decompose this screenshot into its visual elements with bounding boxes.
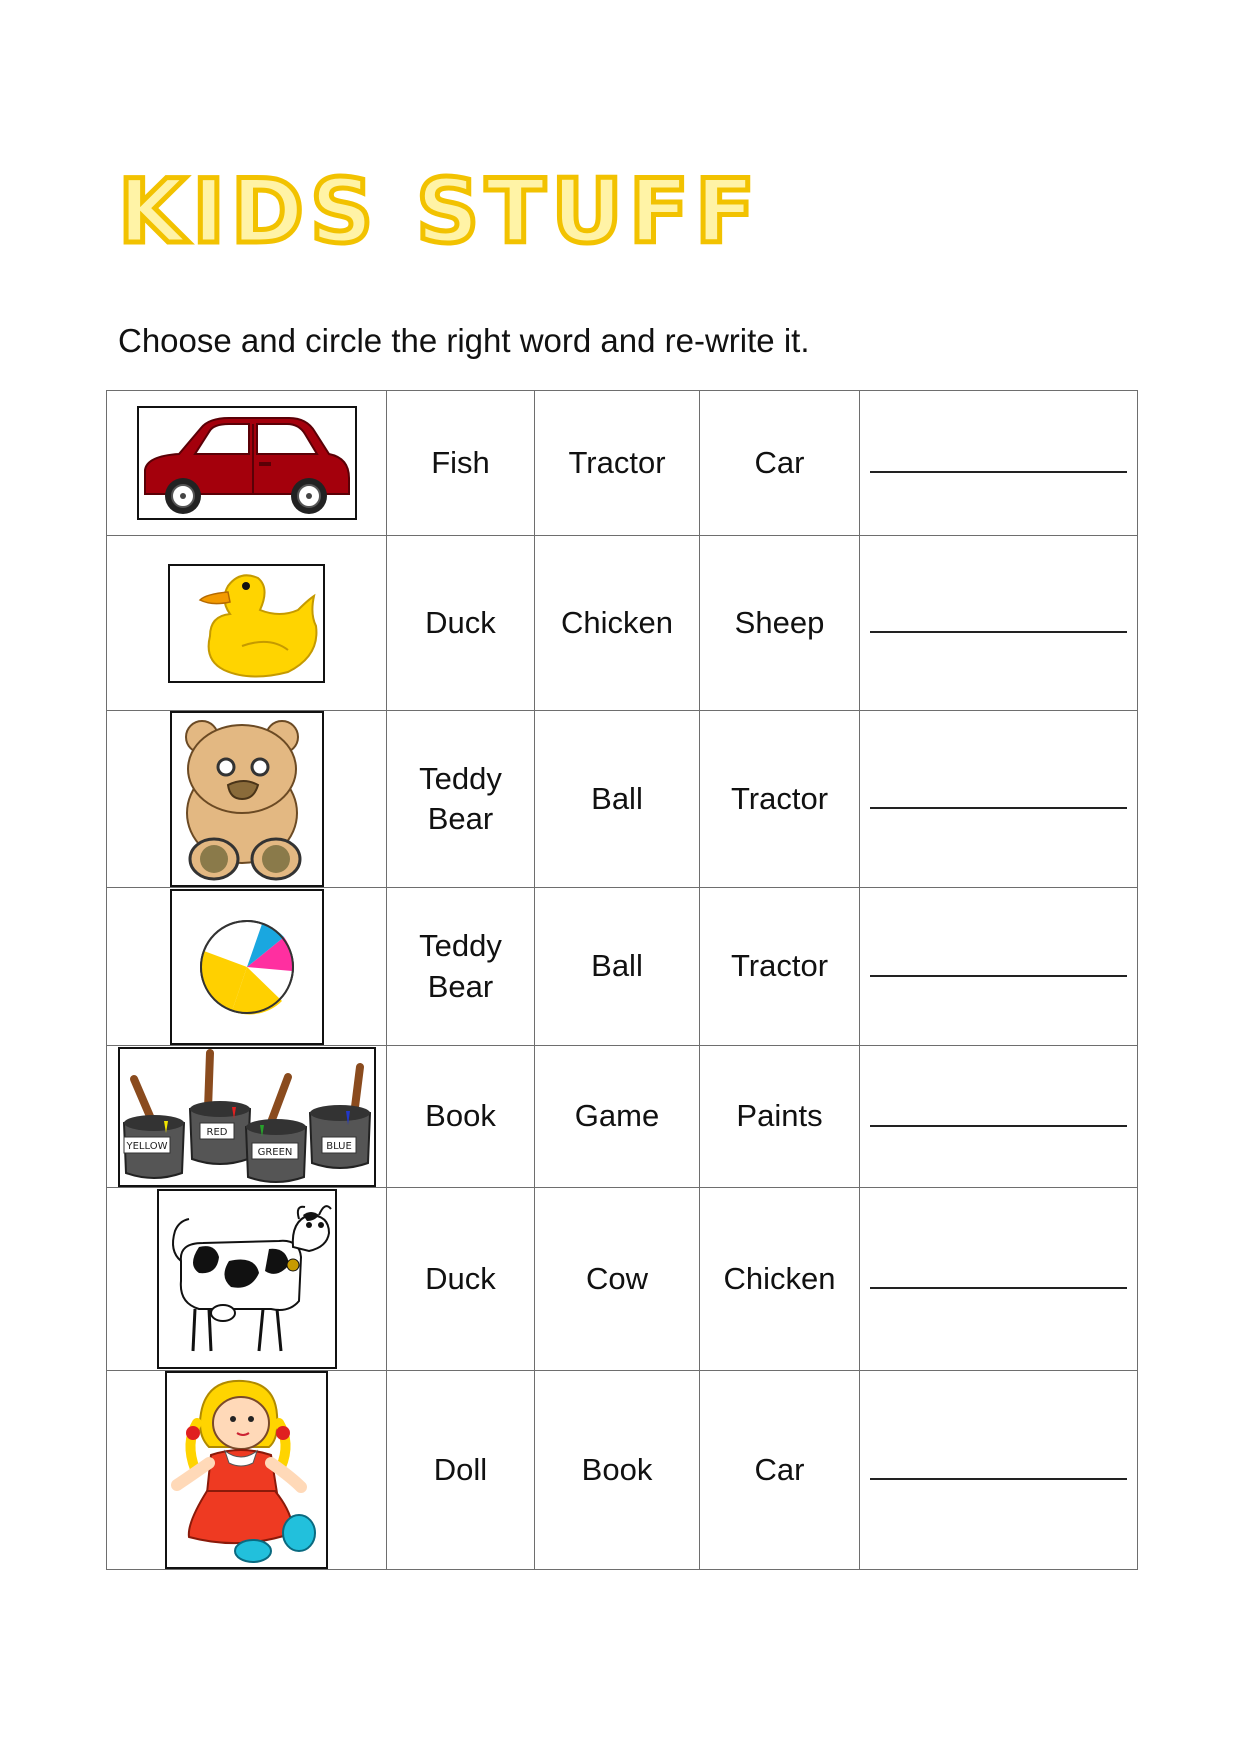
table-row <box>107 1188 1138 1371</box>
answer-line-cell[interactable] <box>860 536 1138 711</box>
answer-line[interactable] <box>870 807 1127 809</box>
picture-cell <box>107 1371 387 1570</box>
table-row <box>107 711 1138 888</box>
word-option[interactable]: Tractor <box>535 391 700 536</box>
word-option[interactable]: Game <box>535 1046 700 1188</box>
word-option[interactable]: Teddy Bear <box>387 711 535 888</box>
word-option[interactable]: Book <box>387 1046 535 1188</box>
paint-label: GREEN <box>257 1146 292 1158</box>
paint-label: BLUE <box>325 1140 352 1152</box>
answer-line[interactable] <box>870 1478 1127 1480</box>
word-option[interactable]: Car <box>700 1371 860 1570</box>
answer-line[interactable] <box>870 471 1127 473</box>
answer-line-cell[interactable] <box>860 1188 1138 1371</box>
word-option[interactable]: Sheep <box>700 536 860 711</box>
table-row <box>107 888 1138 1046</box>
picture-cell <box>107 391 387 536</box>
word-option[interactable]: Duck <box>387 1188 535 1371</box>
paint-label: YELLOW <box>126 1140 167 1152</box>
answer-line[interactable] <box>870 631 1127 633</box>
table-row <box>107 536 1138 711</box>
word-option[interactable]: Book <box>535 1371 700 1570</box>
word-option[interactable]: Chicken <box>535 536 700 711</box>
worksheet-title: KIDS STUFF <box>118 160 762 263</box>
answer-line-cell[interactable] <box>860 711 1138 888</box>
word-option[interactable]: Teddy Bear <box>387 888 535 1046</box>
answer-line-cell[interactable] <box>860 888 1138 1046</box>
word-option[interactable]: Car <box>700 391 860 536</box>
word-option[interactable]: Ball <box>535 888 700 1046</box>
answer-line[interactable] <box>870 975 1127 977</box>
table-row <box>107 391 1138 536</box>
answer-line-cell[interactable] <box>860 1046 1138 1188</box>
picture-cell <box>107 536 387 711</box>
table-row <box>107 1046 1138 1188</box>
word-option[interactable]: Cow <box>535 1188 700 1371</box>
word-option[interactable]: Fish <box>387 391 535 536</box>
duck-picture <box>168 564 325 683</box>
instruction-text: Choose and circle the right word and re-write it. <box>118 322 810 359</box>
answer-line-cell[interactable] <box>860 1371 1138 1570</box>
picture-cell <box>107 888 387 1046</box>
table-row <box>107 1371 1138 1570</box>
picture-cell <box>107 1046 387 1188</box>
answer-line[interactable] <box>870 1287 1127 1289</box>
teddy-bear-picture <box>170 711 324 887</box>
word-option[interactable]: Doll <box>387 1371 535 1570</box>
word-option[interactable]: Ball <box>535 711 700 888</box>
cow-picture <box>157 1189 337 1369</box>
word-option[interactable]: Tractor <box>700 888 860 1046</box>
doll-picture <box>165 1371 328 1569</box>
paint-label: RED <box>206 1126 227 1138</box>
picture-cell <box>107 711 387 888</box>
paints-picture <box>118 1047 376 1187</box>
picture-cell <box>107 1188 387 1371</box>
word-option[interactable]: Tractor <box>700 711 860 888</box>
car-picture <box>137 406 357 520</box>
answer-line[interactable] <box>870 1125 1127 1127</box>
word-option[interactable]: Paints <box>700 1046 860 1188</box>
word-option[interactable]: Chicken <box>700 1188 860 1371</box>
answer-line-cell[interactable] <box>860 391 1138 536</box>
worksheet-table <box>106 390 1138 1570</box>
beach-ball-picture <box>170 889 324 1045</box>
word-option[interactable]: Duck <box>387 536 535 711</box>
